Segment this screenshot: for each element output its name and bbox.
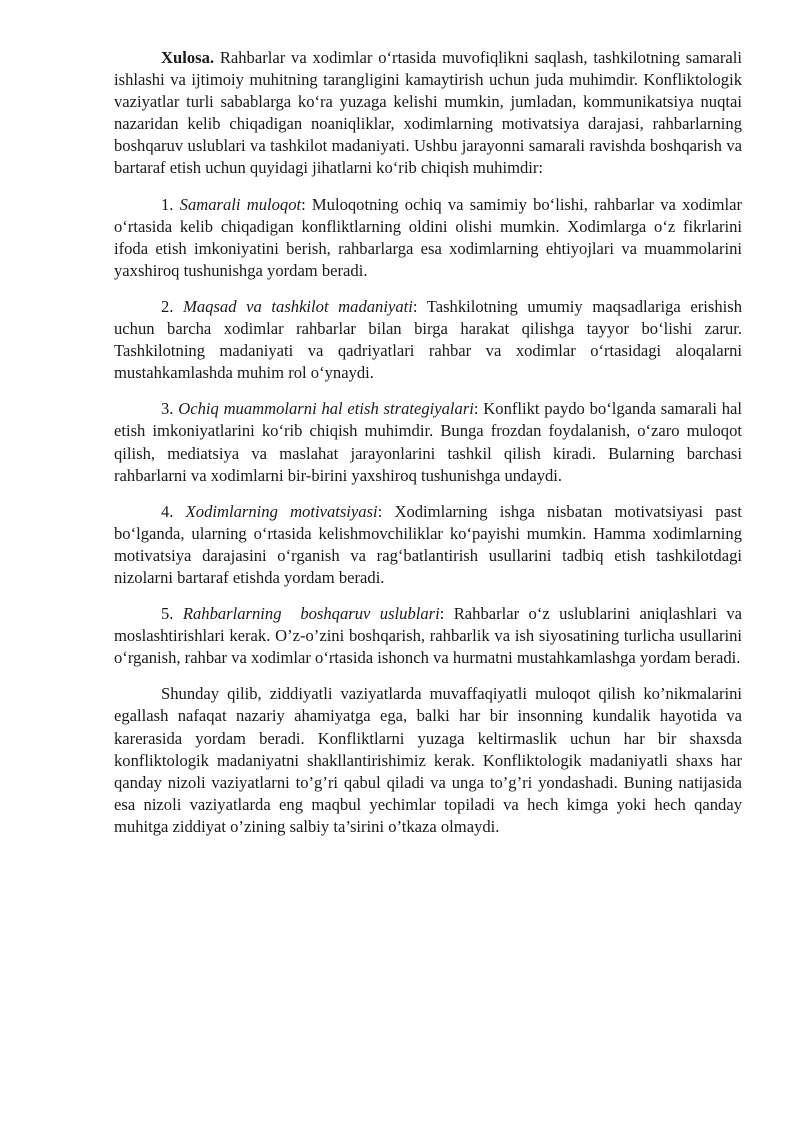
list-item-1	[114, 194, 742, 282]
item-term: Samarali muloqot	[179, 194, 302, 214]
item-number: 2.	[161, 296, 184, 316]
item-term: Maqsad va tashkilot madaniyati	[183, 296, 413, 316]
intro-text: Rahbarlar va xodimlar o‘rtasida muvofiqlikni saqlash, tashkilotning samarali ishlashi va ijtimoiy muhitning tarangligini kamaytirish uchun juda muhimdir. Konfliktologik vaziyatlar turli sabablarga ko‘ra yuzaga kelishi mumkin, jumladan, kommunikatsiya nuqtai nazaridan kelib chiqadigan noaniqliklar, xodimlarning motivatsiya darajasi, rahbarlarning boshqaruv uslublari va tashkilot madaniyati. Ushbu jarayonni samarali ravishda boshqarish va bartaraf etish uchun quyidagi jihatlarni ko‘rib chiqish muhimdir:	[114, 48, 742, 178]
item-text: : Xodimlarning ishga nisbatan motivatsiyasi past bo‘lganda, ularning o‘rtasida kelishmovchiliklar ko‘payishi mumkin. Hamma xodimlarning motivatsiya darajasini o‘rganish va rag‘batlantirish usullarini tadbiq etish tashkilotdagi nizolarni bartaraf etishda yordam beradi.	[114, 501, 743, 587]
item-number: 3.	[161, 399, 179, 419]
intro-paragraph	[114, 47, 742, 180]
paragraph-spacer	[114, 669, 742, 683]
paragraph-spacer	[114, 180, 742, 194]
item-number: 5.	[161, 604, 183, 624]
list-item-5	[114, 603, 742, 669]
conclusion-heading: Xulosa.	[161, 48, 215, 67]
list-item-4	[114, 501, 742, 589]
list-item-2	[114, 296, 742, 384]
paragraph-spacer	[114, 282, 742, 296]
paragraph-spacer	[114, 487, 742, 501]
item-text: : Muloqotning ochiq va samimiy bo‘lishi, rahbarlar va xodimlar o‘rtasida kelib chiqadigan konfliktlarning oldini olishi mumkin. Xodimlarga o‘z fikrlarini ifoda etish imkoniyatini berish, rahbarlarga esa xodimlarning ehtiyojlari va muammolarini yaxshiroq tushunishga yordam beradi.	[114, 194, 743, 280]
item-number: 1.	[161, 194, 180, 214]
document-page	[114, 47, 742, 838]
paragraph-spacer	[114, 589, 742, 603]
paragraph-spacer	[114, 384, 742, 398]
item-number: 4.	[161, 501, 186, 521]
item-text: : Tashkilotning umumiy maqsadlariga erishish uchun barcha xodimlar rahbarlar bilan birga harakat qilishga tayyor bo‘lishi zarur. Tashkilotning madaniyati va qadriyatlari rahbar va xodimlar o‘rtasidagi aloqalarni mustahkamlashda muhim rol o‘ynaydi.	[114, 296, 743, 383]
item-term: Ochiq muammolarni hal etish strategiyalari	[178, 399, 474, 419]
item-term: Rahbarlarning boshqaruv uslublari	[182, 604, 440, 624]
item-term: Xodimlarning motivatsiyasi	[185, 501, 378, 521]
list-item-3	[114, 398, 742, 486]
item-text: : Rahbarlar o‘z uslublarini aniqlashlari va moslashtirishlari kerak. O’z-o’zini boshqarish, rahbarlik va ish siyosatining turlicha usullarini o‘rganish, rahbar va xodimlar o‘rtasida ishonch va hurmatni mustahkamlashga yordam beradi.	[114, 604, 743, 668]
conclusion-paragraph: Shunday qilib, ziddiyatli vaziyatlarda muvaffaqiyatli muloqot qilish ko’nikmalarini egallash nafaqat nazariy ahamiyatga ega, balki har bir insonning kundalik hayotida va karerasida yordam beradi. Konfliktlarni yuzaga keltirmaslik uchun har bir shaxsda konfliktologik madaniyatni shakllantirishimiz kerak. Konfliktologik madaniyatli shaxs har qanday nizoli vaziyatlarni to’g’ri qabul qiladi va unga to’g’ri yondashadi. Buning natijasida esa nizoli vaziyatlarda eng maqbul yechimlar topiladi va hech kimga yoki hech qanday muhitga ziddiyat o’zining salbiy ta’sirini o’tkaza olmaydi.	[114, 684, 742, 836]
item-text: : Konflikt paydo bo‘lganda samarali hal etish imkoniyatlarini ko‘rib chiqish muhimdir. Bunga frozdan foydalanish, o‘zaro muloqot qilish, mediatsiya va maslahat jarayonlarini tashkil qilish kiradi. Bularning barchasi rahbarlarni va xodimlarni bir-birini yaxshiroq tushunishga undaydi.	[114, 399, 743, 485]
